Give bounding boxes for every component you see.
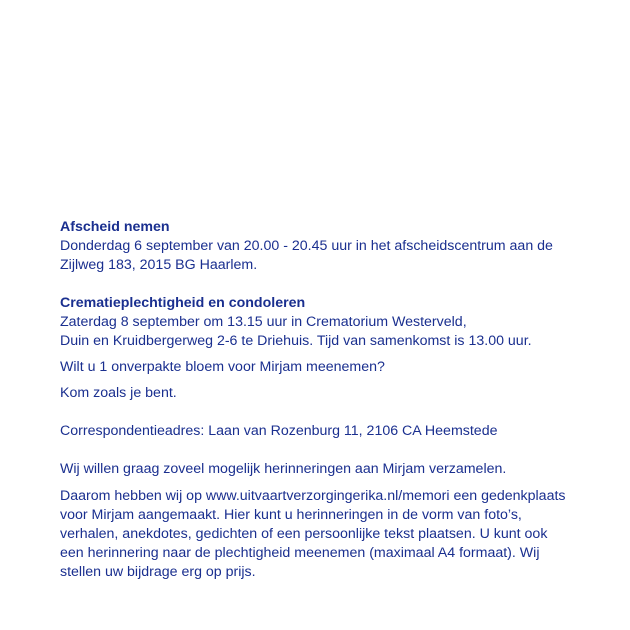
cremation-line: Zaterdag 8 september om 13.15 uur in Crematorium Westerveld, (60, 314, 467, 330)
correspondence-address: Correspondentieadres: Laan van Rozenburg 11, 2106 CA Heemstede (60, 423, 498, 439)
memories-line: voor Mirjam aangemaakt. Hier kunt u herinneringen in de vorm van foto’s, (60, 507, 522, 523)
cremation-line: Duin en Kruidbergerweg 2-6 te Driehuis. Tijd van samenkomst is 13.00 uur. (60, 333, 532, 349)
memories-line: stellen uw bijdrage erg op prijs. (60, 564, 256, 580)
come-as-you-are-text: Kom zoals je bent. (60, 385, 177, 401)
memories-line: Daarom hebben wij op www.uitvaartverzorgingerika.nl/memori een gedenkplaats (60, 488, 566, 504)
farewell-section (60, 218, 600, 275)
farewell-line: Zijlweg 183, 2015 BG Haarlem. (60, 257, 258, 273)
memories-line: verhalen, anekdotes, gedichten of een persoonlijke tekst plaatsen. U kunt ook (60, 526, 548, 542)
farewell-heading: Afscheid nemen (60, 219, 170, 235)
memories-details-text (60, 487, 600, 582)
flower-request-text: Wilt u 1 onverpakte bloem voor Mirjam meenemen? (60, 359, 385, 375)
farewell-line: Donderdag 6 september van 20.00 - 20.45 uur in het afscheidscentrum aan de (60, 238, 553, 254)
cremation-text (60, 313, 600, 351)
memorial-card (60, 218, 600, 582)
memories-line: een herinnering naar de plechtigheid meenemen (maximaal A4 formaat). Wij (60, 545, 540, 561)
cremation-heading: Crematieplechtigheid en condoleren (60, 295, 306, 311)
cremation-section (60, 294, 600, 351)
memories-intro-text: Wij willen graag zoveel mogelijk herinneringen aan Mirjam verzamelen. (60, 461, 507, 477)
farewell-text (60, 237, 600, 275)
